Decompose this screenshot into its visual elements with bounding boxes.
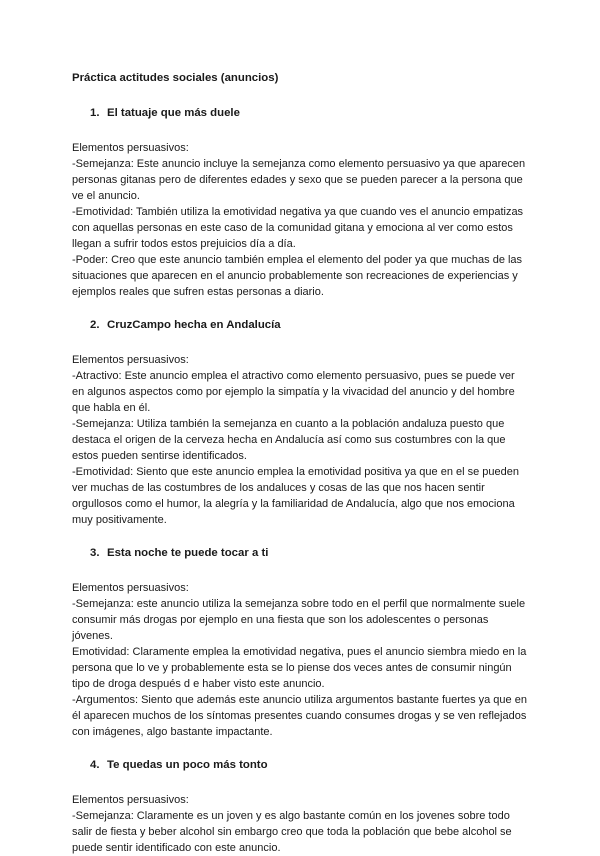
section-heading <box>90 105 528 121</box>
section-2 <box>72 317 528 528</box>
section-heading <box>90 545 528 561</box>
section-intro: Elementos persuasivos: <box>72 142 189 154</box>
section-1 <box>72 105 528 300</box>
section-paragraph: -Poder: Creo que este anuncio también emplea el elemento del poder ya que muchas de las situaciones que aparecen en el anuncio probablemente son recreaciones de experiencias y ejemplos reales que sufren estas personas a diario. <box>72 254 523 298</box>
section-paragraph: -Emotividad: Siento que este anuncio emplea la emotividad positiva ya que en el se pueden ver muchas de las costumbres de los andaluces y cosas de las que nos hacen sentir orgullosos como el humor, la alegría y la familiaridad de Andalucía, algo que nos emociona muy positivamente. <box>72 466 520 526</box>
section-heading <box>90 757 528 773</box>
section-paragraph: -Semejanza: Este anuncio incluye la semejanza como elemento persuasivo ya que aparecen personas gitanas pero de diferentes edades y sexo que se pueden parecer a la persona que ve el anuncio. <box>72 158 526 202</box>
section-intro: Elementos persuasivos: <box>72 582 189 594</box>
section-heading-text: El tatuaje que más duele <box>107 107 240 119</box>
section-paragraph: -Emotividad: También utiliza la emotividad negativa ya que cuando ves el anuncio empatizas con aquellas personas en este caso de la comunidad gitana y emociona al ver como estos llegan a sufrir todos estos prejuicios día a día. <box>72 206 524 250</box>
section-paragraph: -Semejanza: este anuncio utiliza la semejanza sobre todo en el perfil que normalmente suele consumir más drogas por ejemplo en una fiesta que son los adolescentes o personas jóvenes. <box>72 598 526 642</box>
section-4 <box>72 757 528 856</box>
section-intro: Elementos persuasivos: <box>72 354 189 366</box>
document-title: Práctica actitudes sociales (anuncios) <box>72 72 279 84</box>
section-heading-text: Te quedas un poco más tonto <box>107 759 268 771</box>
section-intro: Elementos persuasivos: <box>72 794 189 806</box>
section-paragraph: -Argumentos: Siento que además este anuncio utiliza argumentos bastante fuertes ya que en él aparecen muchos de los síntomas presentes cuando consumes drogas y se ven reflejados con imágenes, algo bastante impactante. <box>72 694 527 738</box>
section-paragraph: -Semejanza: Utiliza también la semejanza en cuanto a la población andaluza puesto que destaca el origen de la cerveza hecha en Andalucía así como sus costumbres con la que estos pueden sentirse identificados. <box>72 418 506 462</box>
section-paragraph: Emotividad: Claramente emplea la emotividad negativa, pues el anuncio siembra miedo en la persona que lo ve y probablemente esta se lo piense dos veces antes de consumir ningún tipo de droga después d e haber visto este anuncio. <box>72 646 527 690</box>
section-number: 2. <box>90 319 100 331</box>
section-paragraph: -Semejanza: Claramente es un joven y es algo bastante común en los jovenes sobre todo salir de fiesta y beber alcohol sin embargo creo que toda la población que bebe alcohol se puede sentir identificado con este anuncio. <box>72 810 512 854</box>
section-3 <box>72 545 528 740</box>
section-number: 1. <box>90 107 100 119</box>
section-heading-text: CruzCampo hecha en Andalucía <box>107 319 281 331</box>
section-heading <box>90 317 528 333</box>
section-paragraph: -Atractivo: Este anuncio emplea el atractivo como elemento persuasivo, pues se puede ver en algunos aspectos como por ejemplo la simpatía y la vivacidad del anuncio y del hombre que habla en él. <box>72 370 515 414</box>
section-number: 3. <box>90 547 100 559</box>
section-number: 4. <box>90 759 100 771</box>
section-heading-text: Esta noche te puede tocar a ti <box>107 547 269 559</box>
